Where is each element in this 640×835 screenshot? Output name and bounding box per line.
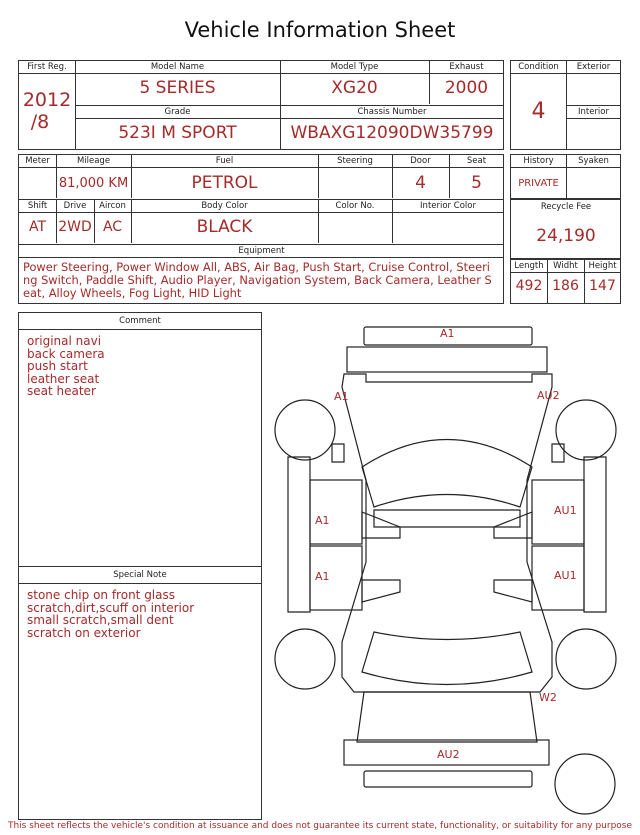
color-no-label: Color No. [318, 200, 392, 213]
comment-label: Comment [19, 313, 261, 330]
seat-label: Seat [449, 155, 504, 168]
interior-color-label: Interior Color [392, 200, 504, 213]
width-label: Widht [547, 260, 584, 273]
mileage-value: 81,000 KM [58, 176, 129, 191]
model-type-label: Model Type [280, 61, 429, 74]
chassis-value: WBAXG12090DW35799 [290, 123, 494, 143]
exhaust-label: Exhaust [429, 61, 504, 74]
special-note-text: stone chip on front glass scratch,dirt,scuff on interior small scratch,small dent scratch on exterior [27, 588, 195, 640]
mark-front-left: A1 [334, 390, 349, 403]
length-value: 492 [515, 278, 543, 294]
recycle-fee-value: 24,190 [536, 226, 596, 246]
shift-value: AT [28, 219, 47, 235]
first-reg-year: 2012 [22, 89, 72, 111]
drive-value: 2WD [58, 219, 92, 235]
length-label: Length [511, 260, 547, 273]
model-name-value: 5 SERIES [139, 78, 216, 98]
history-label: History [511, 155, 566, 168]
condition-value: 4 [531, 99, 546, 124]
door-label: Door [392, 155, 449, 168]
model-type-value: XG20 [331, 78, 378, 98]
history-box [510, 154, 621, 199]
chassis-label: Chassis Number [280, 106, 504, 119]
syaken-label: Syaken [566, 155, 621, 168]
first-reg-month: /8 [30, 111, 50, 133]
first-reg-label: First Reg. [19, 61, 75, 74]
mark-left-front-door: A1 [315, 514, 330, 527]
comment-box [18, 312, 262, 820]
body-color-value: BLACK [196, 217, 253, 237]
equipment-text: Power Steering, Power Window All, ABS, Air Bag, Push Start, Cruise Control, Steering Switch, Paddle Shift, Audio Player, Navigation System, Back Camera, Leather Seat, Alloy Wheels, Fog Light, HID Light [23, 260, 492, 300]
exterior-label: Exterior [566, 61, 621, 74]
steering-label: Steering [318, 155, 392, 168]
mark-rear: AU2 [437, 748, 460, 761]
mark-right-front-door: AU1 [554, 504, 577, 517]
aircon-value: AC [102, 219, 123, 235]
spec-box [18, 154, 504, 304]
grade-label: Grade [75, 106, 280, 119]
comment-text: original navi back camera push start leather seat seat heater [27, 334, 105, 399]
fuel-value: PETROL [191, 173, 258, 193]
door-value: 4 [415, 173, 426, 193]
mark-left-rear-door: A1 [315, 570, 330, 583]
shift-label: Shift [19, 200, 56, 213]
grade-value: 523I M SPORT [118, 123, 237, 143]
recycle-box [510, 199, 621, 259]
car-damage-diagram [262, 312, 634, 820]
height-label: Height [584, 260, 621, 273]
dimensions-box [510, 259, 621, 304]
interior-label: Interior [566, 106, 621, 119]
condition-box [510, 60, 621, 150]
drive-label: Drive [56, 200, 94, 213]
history-value: PRIVATE [518, 178, 559, 189]
mark-rear-right: W2 [539, 691, 557, 704]
equipment-label: Equipment [19, 245, 504, 258]
meter-label: Meter [19, 155, 56, 168]
mileage-label: Mileage [56, 155, 131, 168]
mark-front-right: AU2 [537, 389, 560, 402]
condition-label: Condition [511, 61, 566, 74]
height-value: 147 [589, 278, 616, 294]
special-note-label: Special Note [19, 567, 261, 584]
seat-value: 5 [471, 173, 482, 193]
exhaust-value: 2000 [444, 78, 489, 98]
mark-front: A1 [440, 327, 455, 340]
mark-right-rear-door: AU1 [554, 569, 577, 582]
aircon-label: Aircon [94, 200, 131, 213]
width-value: 186 [552, 278, 579, 294]
model-name-label: Model Name [75, 61, 280, 74]
recycle-fee-label: Recycle Fee [540, 202, 592, 212]
fuel-label: Fuel [131, 155, 318, 168]
disclaimer-footer: This sheet reflects the vehicle's condition at issuance and does not guarantee its current state, functionality, or suitability for any purpose [7, 821, 633, 831]
body-color-label: Body Color [131, 200, 318, 213]
reg-model-box [18, 60, 504, 150]
page-title: Vehicle Information Sheet [184, 18, 456, 42]
